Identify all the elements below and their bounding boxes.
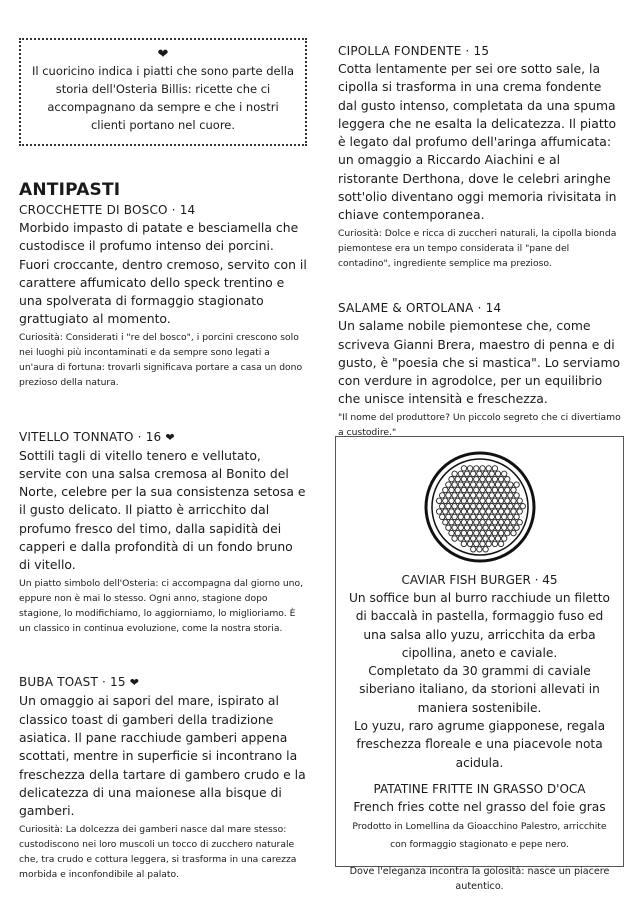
caviar-pearl <box>498 541 503 546</box>
caviar-pearl <box>486 530 491 535</box>
caviar-pearl <box>517 520 522 525</box>
caviar-pearl <box>439 504 444 509</box>
caviar-pearl <box>486 466 491 471</box>
caviar-pearl <box>455 520 460 525</box>
caviar-pearl <box>507 493 512 498</box>
caviar-pearl <box>479 509 484 514</box>
caviar-description-1: Un soffice bun al burro racchiude un filetto di baccalà in pastella, formaggio fuso ed una salsa allo yuzu, arricchita da erba cipollina, aneto e caviale. <box>348 591 611 660</box>
caviar-pearl <box>495 514 500 519</box>
caviar-pearl <box>476 482 481 487</box>
caviar-pearl <box>507 525 512 530</box>
caviar-pearl <box>504 498 509 503</box>
caviar-pearl <box>492 530 497 535</box>
caviar-pearl <box>461 487 466 492</box>
caviar-pearl <box>495 493 500 498</box>
caviar-pearl <box>479 466 484 471</box>
caviar-pearl <box>470 493 475 498</box>
caviar-pearl <box>479 520 484 525</box>
caviar-pearl <box>504 520 509 525</box>
caviar-pearl <box>467 477 472 482</box>
caviar-pearl <box>495 471 500 476</box>
caviar-description-2: Completato da 30 grammi di caviale siberiano italiano, da storioni allevati in maniera sostenibile. <box>359 664 600 715</box>
caviar-pearl <box>501 482 506 487</box>
caviar-pearl <box>439 514 444 519</box>
caviar-pearl <box>473 530 478 535</box>
caviar-pearl <box>442 520 447 525</box>
caviar-pearl <box>451 536 456 541</box>
caviar-pearl <box>476 471 481 476</box>
fries-description-block <box>336 798 623 852</box>
caviar-pearl <box>448 477 453 482</box>
caviar-pearl <box>476 536 481 541</box>
caviar-pearl <box>479 498 484 503</box>
caviar-pearl <box>513 482 518 487</box>
caviar-pearl <box>489 514 494 519</box>
caviar-pearl <box>451 504 456 509</box>
caviar-pearl <box>464 525 469 530</box>
caviar-pearl <box>482 525 487 530</box>
closing-line: Dove l'eleganza incontra la golosità: nasce un piacere autentico. <box>349 865 610 893</box>
intro-note-text: Il cuoricino indica i piatti che sono parte della storia dell'Osteria Billis: ricette che ci accompagnano da sempre e che i nostri clienti portano nel cuore. <box>31 64 295 132</box>
caviar-pearl <box>501 525 506 530</box>
caviar-pearl <box>520 504 525 509</box>
caviar-pearl <box>501 536 506 541</box>
caviar-pearl <box>448 509 453 514</box>
caviar-pearl <box>507 504 512 509</box>
caviar-pearl <box>486 477 491 482</box>
caviar-pearl <box>504 477 509 482</box>
dish-note: "Il nome del produttore? Un piccolo segreto che ci divertiamo a custodire." <box>338 411 621 438</box>
caviar-feature-box <box>335 436 624 893</box>
dish-cipolla-fondente <box>338 42 623 271</box>
caviar-pearl <box>510 487 515 492</box>
caviar-pearl <box>458 525 463 530</box>
caviar-pearl <box>476 525 481 530</box>
dish-vitello-tonnato <box>19 428 307 637</box>
caviar-pearl <box>495 482 500 487</box>
dish-description: Sottili tagli di vitello tenero e vellutato, servite con una salsa cremosa al Bonito del Norte, celebre per la sua consistenza setosa e il gusto delicato. Il piatto è arricchito dal profumo fresco del timo, dalla sapidità dei capperi e dalla profondità di un fondo bruno di vitello. <box>19 447 306 573</box>
caviar-pearl <box>467 509 472 514</box>
caviar-pearl <box>470 525 475 530</box>
caviar-pearl <box>467 487 472 492</box>
caviar-pearl <box>489 504 494 509</box>
fries-title: PATATINE FRITTE IN GRASSO D'OCA <box>373 781 586 796</box>
caviar-pearl <box>458 471 463 476</box>
caviar-pearl <box>486 498 491 503</box>
caviar-pearl <box>486 520 491 525</box>
caviar-pearl <box>455 530 460 535</box>
dish-buba-toast <box>19 673 307 882</box>
caviar-pearl <box>464 493 469 498</box>
caviar-pearl <box>448 487 453 492</box>
caviar-pearl <box>517 498 522 503</box>
caviar-pearl <box>464 482 469 487</box>
heart-icon: ❤ <box>129 676 140 690</box>
dish-name: CROCCHETTE DI BOSCO · 14 <box>19 203 196 217</box>
fries-description: French fries cotte nel grasso del foie gras <box>353 799 606 814</box>
caviar-pearl <box>473 541 478 546</box>
caviar-pearl <box>476 547 481 552</box>
caviar-pearl <box>455 498 460 503</box>
caviar-pearl <box>492 466 497 471</box>
caviar-pearl <box>467 520 472 525</box>
caviar-pearl <box>517 509 522 514</box>
caviar-pearl <box>507 514 512 519</box>
caviar-pearl <box>479 530 484 535</box>
caviar-pearl <box>451 493 456 498</box>
caviar-pearl <box>495 504 500 509</box>
caviar-pearl <box>498 520 503 525</box>
caviar-pearl <box>489 482 494 487</box>
caviar-pearl <box>442 498 447 503</box>
caviar-pearl <box>470 536 475 541</box>
caviar-pearl <box>448 498 453 503</box>
caviar-pearl <box>482 482 487 487</box>
caviar-pearl <box>504 530 509 535</box>
caviar-pearl <box>504 487 509 492</box>
caviar-pearl <box>461 498 466 503</box>
caviar-pearl <box>492 477 497 482</box>
caviar-pearl <box>486 541 491 546</box>
caviar-pearl <box>451 525 456 530</box>
caviar-pearl <box>473 509 478 514</box>
caviar-pearl <box>464 536 469 541</box>
caviar-pearl <box>455 509 460 514</box>
caviar-pearl <box>473 520 478 525</box>
caviar-pearl <box>492 487 497 492</box>
fries-origin-note: Prodotto in Lomellina da Gioacchino Palestro, arricchite con formaggio stagionato e pepe nero. <box>352 820 607 850</box>
dish-description: Morbido impasto di patate e besciamella che custodisce il profumo intenso dei porcini. Fuori croccante, dentro cremoso, servito con il carattere affumicato dello speck trentino e una spolverata di formaggio stagionato grattugiato al momento. <box>19 220 307 327</box>
caviar-pearl <box>473 487 478 492</box>
caviar-pearl <box>504 509 509 514</box>
caviar-pearl <box>510 530 515 535</box>
caviar-pearl <box>464 471 469 476</box>
caviar-pearl <box>498 530 503 535</box>
caviar-pearl <box>439 493 444 498</box>
caviar-pearl <box>445 504 450 509</box>
dish-name: BUBA TOAST · 15 <box>19 675 126 690</box>
dish-crocchette <box>19 201 307 391</box>
caviar-pearl <box>489 525 494 530</box>
caviar-pearl <box>507 482 512 487</box>
caviar-pearl <box>461 509 466 514</box>
caviar-pearl <box>501 504 506 509</box>
caviar-pearl <box>455 487 460 492</box>
caviar-pearl <box>467 498 472 503</box>
caviar-pearl <box>455 477 460 482</box>
caviar-pearl <box>445 525 450 530</box>
caviar-pearl <box>482 547 487 552</box>
caviar-pearl <box>498 498 503 503</box>
caviar-pearl <box>470 514 475 519</box>
caviar-pearl <box>510 520 515 525</box>
caviar-pearl <box>482 504 487 509</box>
caviar-pearl <box>467 466 472 471</box>
caviar-pearl <box>451 482 456 487</box>
dish-name: CIPOLLA FONDENTE · 15 <box>338 44 490 58</box>
dish-name: SALAME & ORTOLANA · 14 <box>338 301 502 316</box>
dish-note: Un piatto simbolo dell'Osteria: ci accompagna dal giorno uno, eppure non è mai lo stesso. Ogni anno, stagione dopo stagione, lo modifichiamo, lo aggiorniamo, lo miglioriamo. È un classico in continua evoluzione, come la nostra storia. <box>19 577 304 635</box>
caviar-pearl <box>451 514 456 519</box>
caviar-pearl <box>489 536 494 541</box>
caviar-tin-icon <box>424 451 536 563</box>
dish-note: Curiosità: Considerati i "re del bosco", i porcini crescono solo nei luoghi più incontaminati e da sempre sono legati a un'aura di fortuna: trovarli significava portare a casa un dono prezioso della natura. <box>19 331 303 389</box>
caviar-pearl <box>513 504 518 509</box>
caviar-pearl <box>442 509 447 514</box>
caviar-pearl <box>492 509 497 514</box>
caviar-pearl <box>461 477 466 482</box>
caviar-pearl <box>473 498 478 503</box>
dish-description: Un salame nobile piemontese che, come scriveva Gianni Brera, maestro di penna e di gusto, è "poesia che si mastica". Lo serviamo con verdure in agrodolce, per un equilibrio che unisce intensità e freschezza. <box>338 318 621 407</box>
caviar-pearl <box>445 493 450 498</box>
caviar-pearl <box>458 514 463 519</box>
caviar-pearl <box>479 541 484 546</box>
caviar-pearl <box>461 520 466 525</box>
caviar-pearl <box>458 493 463 498</box>
dish-note: Curiosità: Dolce e ricca di zuccheri naturali, la cipolla bionda piemontese era un tempo considerata il "pane del contadino", ingrediente semplice ma prezioso. <box>338 227 617 270</box>
caviar-pearl <box>458 504 463 509</box>
caviar-pearl <box>470 504 475 509</box>
caviar-pearl <box>436 509 441 514</box>
caviar-pearl <box>492 541 497 546</box>
dish-note: Curiosità: La dolcezza dei gamberi nasce dal mare stesso: custodiscono nei loro muscoli un tocco di zucchero naturale che, tra crudo e cottura leggera, si trasforma in una carezza morbida e inconfondibile al palato. <box>19 823 297 881</box>
caviar-pearl <box>436 498 441 503</box>
caviar-pearl <box>482 493 487 498</box>
caviar-pearl <box>510 509 515 514</box>
caviar-pearl <box>501 471 506 476</box>
caviar-description-3: Lo yuzu, raro agrume giapponese, regala freschezza floreale e una piacevole nota acidula. <box>353 719 606 770</box>
dish-salame-ortolana <box>338 299 623 440</box>
caviar-pearl <box>473 466 478 471</box>
section-title: ANTIPASTI <box>19 180 121 200</box>
caviar-pearl <box>461 530 466 535</box>
caviar-pearl <box>495 525 500 530</box>
caviar-pearl <box>479 477 484 482</box>
caviar-pearl <box>445 514 450 519</box>
caviar-pearl <box>486 509 491 514</box>
caviar-pearl <box>470 482 475 487</box>
caviar-pearl <box>479 487 484 492</box>
caviar-pearl <box>501 493 506 498</box>
caviar-pearl <box>476 514 481 519</box>
caviar-pearl <box>482 471 487 476</box>
caviar-pearl <box>501 514 506 519</box>
caviar-pearl <box>498 477 503 482</box>
caviar-pearl <box>476 504 481 509</box>
caviar-pearl <box>470 471 475 476</box>
dish-description: Un omaggio ai sapori del mare, ispirato al classico toast di gamberi della tradizione asiatica. Il pane racchiude gamberi appena scottati, mentre in superficie si incontrano la freschezza della tartare di gambero crudo e la delicatezza di una maionese alla bisque di gamberi. <box>19 693 306 819</box>
caviar-pearl <box>486 487 491 492</box>
caviar-pearl <box>467 530 472 535</box>
caviar-pearl <box>513 514 518 519</box>
caviar-pearl <box>470 547 475 552</box>
caviar-pearl <box>467 541 472 546</box>
heart-icon: ❤ <box>165 430 175 444</box>
caviar-pearl <box>451 471 456 476</box>
caviar-pearl <box>513 493 518 498</box>
caviar-pearl <box>461 466 466 471</box>
heart-icon: ❤ <box>157 47 169 62</box>
caviar-pearl <box>489 493 494 498</box>
caviar-pearl <box>442 487 447 492</box>
caviar-pearl <box>513 525 518 530</box>
intro-note-box <box>19 38 307 146</box>
caviar-pearl <box>489 471 494 476</box>
dish-description: Cotta lentamente per sei ore sotto sale, la cipolla si trasforma in una crema fondente dal gusto intenso, completata da una spuma leggera che ne esalta la delicatezza. Il piatto è legato dal profumo dell'aringa affumicata: un omaggio a Riccardo Aiachini e al ristorante Derthona, dove le celebri aringhe sott'olio diventano oggi memoria rivisitata in chiave contemporanea. <box>338 61 617 223</box>
caviar-pearl <box>448 520 453 525</box>
caviar-pearl <box>458 482 463 487</box>
right-column <box>338 42 623 440</box>
left-column <box>19 38 307 882</box>
caviar-pearl <box>458 536 463 541</box>
caviar-pearl <box>464 514 469 519</box>
caviar-pearl <box>492 520 497 525</box>
caviar-pearl <box>510 498 515 503</box>
dish-name: VITELLO TONNATO · 16 <box>19 429 162 444</box>
caviar-pearl <box>473 477 478 482</box>
caviar-pearl <box>464 504 469 509</box>
caviar-pearl <box>495 536 500 541</box>
caviar-pearl <box>461 541 466 546</box>
caviar-title: CAVIAR FISH BURGER · 45 <box>401 573 558 587</box>
caviar-pearl <box>448 530 453 535</box>
caviar-pearl <box>482 536 487 541</box>
caviar-pearl <box>492 498 497 503</box>
caviar-pearl <box>476 493 481 498</box>
caviar-pearl <box>482 514 487 519</box>
caviar-pearl <box>445 482 450 487</box>
caviar-pearl <box>498 509 503 514</box>
caviar-pearl <box>498 487 503 492</box>
